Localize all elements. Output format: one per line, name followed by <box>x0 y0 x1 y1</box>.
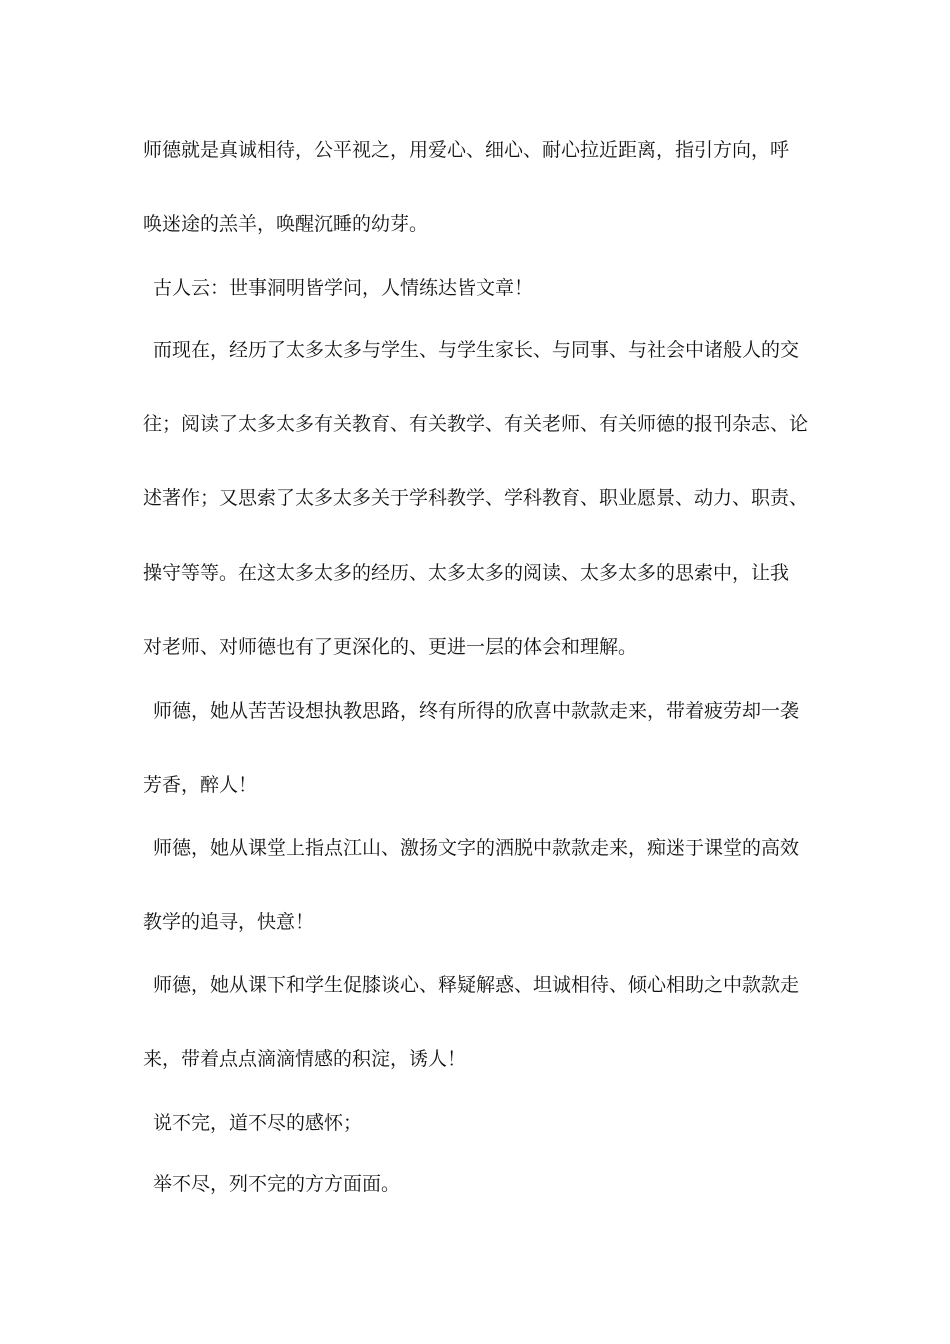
text-line: 而现在，经历了太多太多与学生、与学生家长、与同事、与社会中诸般人的交 <box>153 339 800 361</box>
text-line: 师德，她从苦苦设想执教思路，终有所得的欣喜中款款走来，带着疲劳却一袭 <box>153 700 800 722</box>
text-line: 唤迷途的羔羊，唤醒沉睡的幼芽。 <box>143 213 429 235</box>
text-line: 教学的追寻，快意！ <box>143 911 315 933</box>
text-line: 对老师、对师德也有了更深化的、更进一层的体会和理解。 <box>143 636 638 658</box>
text-line: 师德，她从课下和学生促膝谈心、释疑解惑、坦诚相待、倾心相助之中款款走 <box>153 974 800 996</box>
text-line: 往；阅读了太多太多有关教育、有关教学、有关老师、有关师德的报刊杂志、论 <box>143 413 809 435</box>
text-line: 述著作；又思索了太多太多关于学科教学、学科教育、职业愿景、动力、职责、 <box>143 487 809 509</box>
text-line: 说不完，道不尽的感怀； <box>153 1112 363 1134</box>
text-line: 古人云：世事洞明皆学问，人情练达皆文章！ <box>153 277 534 299</box>
text-line: 举不尽，列不完的方方面面。 <box>153 1173 401 1195</box>
text-line: 师德，她从课堂上指点江山、激扬文字的洒脱中款款走来，痴迷于课堂的高效 <box>153 837 800 859</box>
text-line: 操守等等。在这太多太多的经历、太多太多的阅读、太多太多的思索中，让我 <box>143 562 790 584</box>
text-line: 来，带着点点滴滴情感的积淀，诱人！ <box>143 1048 467 1070</box>
text-line: 师德就是真诚相待，公平视之，用爱心、细心、耐心拉近距离，指引方向，呼 <box>143 139 790 161</box>
text-line: 芳香，醉人！ <box>143 774 258 796</box>
